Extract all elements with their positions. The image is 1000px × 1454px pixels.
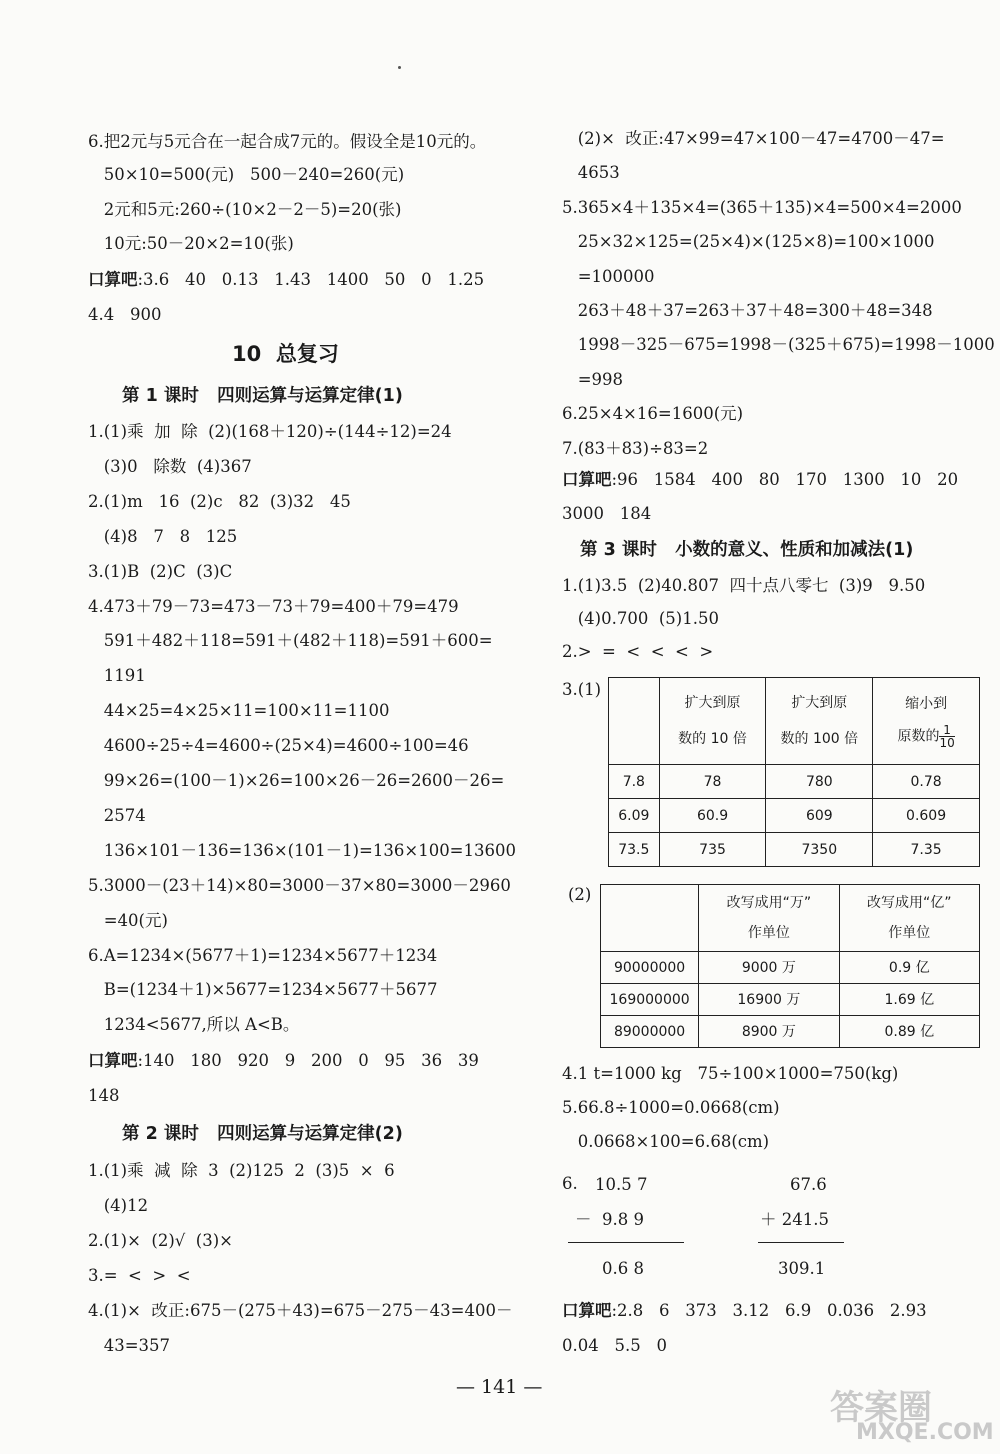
scan-speck xyxy=(398,66,401,69)
answer-line: 43=357 xyxy=(88,1336,171,1355)
answer-line: 5.3000－(23＋14)×80=3000－37×80=3000－2960 xyxy=(88,875,511,895)
answer-line: 4653 xyxy=(562,163,620,183)
table-cell: 169000000 xyxy=(601,984,699,1016)
table-cell: 7.35 xyxy=(873,833,980,867)
answer-line: 0.0668×100=6.68(cm) xyxy=(562,1132,770,1151)
unit-conversion-table xyxy=(600,884,980,1048)
lesson-3-title: 第 3 课时 小数的意义、性质和加减法(1) xyxy=(580,540,914,560)
fraction-one-tenth: $\frac{1}{10}$ xyxy=(939,722,955,750)
table-2-corner xyxy=(601,885,699,952)
kousuan-2: 口算吧:140 180 920 9 200 0 95 36 39 xyxy=(88,1051,479,1070)
calc-1-operand: － 9.8 9 xyxy=(575,1210,644,1229)
answer-line: (4)0.700 (5)1.50 xyxy=(562,609,719,628)
answer-line: 263＋48＋37=263＋37＋48=300＋48=348 xyxy=(562,301,933,320)
table-cell: 735 xyxy=(659,833,766,867)
answer-line: 1234<5677,所以 A<B。 xyxy=(88,1015,300,1035)
q6-line-3: 2元和5元:260÷(10×2－2－5)=20(张) xyxy=(88,200,402,219)
table-row xyxy=(609,765,980,799)
answer-line: 2.(1)× (2)√ (3)× xyxy=(88,1231,234,1250)
calc-1-rule xyxy=(568,1242,684,1243)
page-number: — 141 — xyxy=(456,1376,543,1398)
table-cell: 8900 万 xyxy=(699,1016,839,1048)
answer-line: 4.473＋79－73=473－73＋79=400＋79=479 xyxy=(88,596,459,616)
answer-line: 4.1 t=1000 kg 75÷100×1000=750(kg) xyxy=(562,1064,899,1083)
answer-line: (2)× 改正:47×99=47×100－47=4700－47= xyxy=(562,129,945,148)
answer-line: 1191 xyxy=(88,666,146,686)
table-row xyxy=(601,984,980,1016)
kousuan-4-cont: 0.04 5.5 0 xyxy=(562,1336,667,1355)
table-row xyxy=(609,833,980,867)
table-1-header: 扩大到原 数的 10 倍 xyxy=(659,678,766,765)
table-1-corner xyxy=(609,678,660,765)
kousuan-4: 口算吧:2.8 6 373 3.12 6.9 0.036 2.93 xyxy=(562,1301,927,1320)
answer-line: (4)12 xyxy=(88,1196,149,1215)
table-cell: 0.78 xyxy=(873,765,980,799)
table-cell: 9000 万 xyxy=(699,952,839,984)
answer-line: 5.66.8÷1000=0.0668(cm) xyxy=(562,1098,780,1117)
calc-2-top: 67.6 xyxy=(790,1175,827,1194)
answer-line: (3)0 除数 (4)367 xyxy=(88,456,252,476)
lesson-1-title: 第 1 课时 四则运算与运算定律(1) xyxy=(122,386,403,406)
table-2-header: 改写成用“万” 作单位 xyxy=(699,885,839,952)
calc-2-result: 309.1 xyxy=(778,1259,826,1278)
calc-1-result: 0.6 8 xyxy=(602,1259,644,1278)
table-1-header: 缩小到 原数的 $\frac{1}{10}$ xyxy=(873,678,980,765)
table-2-label: (2) xyxy=(568,885,592,904)
table-cell: 0.609 xyxy=(873,799,980,833)
table-cell: 78 xyxy=(659,765,766,799)
calc-label: 6. xyxy=(562,1174,578,1193)
watermark-logo: 答案圈 xyxy=(830,1388,932,1428)
kousuan-3: 口算吧:96 1584 400 80 170 1300 10 20 xyxy=(562,470,959,489)
lesson-2-title: 第 2 课时 四则运算与运算定律(2) xyxy=(122,1124,403,1144)
table-cell: 90000000 xyxy=(601,952,699,984)
calc-2-operand: ＋ 241.5 xyxy=(760,1210,829,1229)
answer-line: 2.(1)m 16 (2)c 82 (3)32 45 xyxy=(88,491,351,511)
answer-line: 3.= < > < xyxy=(88,1266,191,1285)
answer-line: =40(元) xyxy=(88,910,168,930)
answer-line: 6.A=1234×(5677＋1)=1234×5677＋1234 xyxy=(88,945,438,965)
answer-line: 4600÷25÷4=4600÷(25×4)=4600÷100=46 xyxy=(88,736,469,756)
answer-line: 591＋482＋118=591＋(482＋118)=591＋600= xyxy=(88,631,493,651)
table-cell: 16900 万 xyxy=(699,984,839,1016)
calc-1-top: 10.5 7 xyxy=(595,1175,648,1194)
chapter-title: 10 总复习 xyxy=(232,342,339,366)
answer-line: =998 xyxy=(562,369,624,389)
table-1-header: 扩大到原 数的 100 倍 xyxy=(766,678,873,765)
answer-line: 99×26=(100－1)×26=100×26－26=2600－26= xyxy=(88,771,505,790)
answer-line: B=(1234＋1)×5677=1234×5677＋5677 xyxy=(88,980,438,1000)
table-2-header: 改写成用“亿” 作单位 xyxy=(839,885,979,952)
answer-line: 4.(1)× 改正:675－(275＋43)=675－275－43=400－ xyxy=(88,1301,513,1320)
answer-line: 25×32×125=(25×4)×(125×8)=100×1000 xyxy=(562,232,935,252)
table-cell: 60.9 xyxy=(659,799,766,833)
table-row xyxy=(601,952,980,984)
table-cell: 0.89 亿 xyxy=(839,1016,979,1048)
table-cell: 780 xyxy=(766,765,873,799)
answer-line: 44×25=4×25×11=100×11=1100 xyxy=(88,701,390,721)
answer-line: 1998－325－675=1998－(325＋675)=1998－1000 xyxy=(562,335,995,355)
answer-line: =100000 xyxy=(562,266,655,286)
table-cell: 7350 xyxy=(766,833,873,867)
answer-line: 136×101－136=136×(101－1)=136×100=13600 xyxy=(88,840,517,860)
answer-line: 7.(83＋83)÷83=2 xyxy=(562,438,709,458)
table-cell: 7.8 xyxy=(609,765,660,799)
table-cell: 89000000 xyxy=(601,1016,699,1048)
table-cell: 1.69 亿 xyxy=(839,984,979,1016)
answer-line: 5.365×4＋135×4=(365＋135)×4=500×4=2000 xyxy=(562,197,962,217)
q6-line-2: 50×10=500(元) 500－240=260(元) xyxy=(88,165,405,184)
table-cell: 6.09 xyxy=(609,799,660,833)
answer-line: 2574 xyxy=(88,805,146,825)
answer-line: (4)8 7 8 125 xyxy=(88,526,238,546)
q6-line-1: 6.把2元与5元合在一起合成7元的。假设全是10元的。 xyxy=(88,132,487,151)
kousuan-3-cont: 3000 184 xyxy=(562,504,652,523)
answer-line: 1.(1)乘 减 除 3 (2)125 2 (3)5 × 6 xyxy=(88,1161,395,1180)
table-cell: 609 xyxy=(766,799,873,833)
answer-line: 6.25×4×16=1600(元) xyxy=(562,404,744,424)
answer-line: 1.(1)乘 加 除 (2)(168＋120)÷(144÷12)=24 xyxy=(88,422,452,441)
answer-line: 3.(1)B (2)C (3)C xyxy=(88,561,233,581)
table-1-label: 3.(1) xyxy=(562,680,602,699)
q6-line-4: 10元:50－20×2=10(张) xyxy=(88,234,294,253)
kousuan-2-cont: 148 xyxy=(88,1086,120,1105)
table-row xyxy=(609,799,980,833)
calc-2-rule xyxy=(758,1242,844,1243)
table-cell: 73.5 xyxy=(609,833,660,867)
answer-line: 1.(1)3.5 (2)40.807 四十点八零七 (3)9 9.50 xyxy=(562,576,926,595)
decimal-scaling-table xyxy=(608,677,980,867)
kousuan-1-cont: 4.4 900 xyxy=(88,305,162,324)
answer-line: 2.> = < < < > xyxy=(562,642,714,661)
table-cell: 0.9 亿 xyxy=(839,952,979,984)
watermark-url: MXQE.COM xyxy=(856,1420,994,1445)
table-row xyxy=(601,1016,980,1048)
kousuan-1: 口算吧:3.6 40 0.13 1.43 1400 50 0 1.25 xyxy=(88,270,485,289)
